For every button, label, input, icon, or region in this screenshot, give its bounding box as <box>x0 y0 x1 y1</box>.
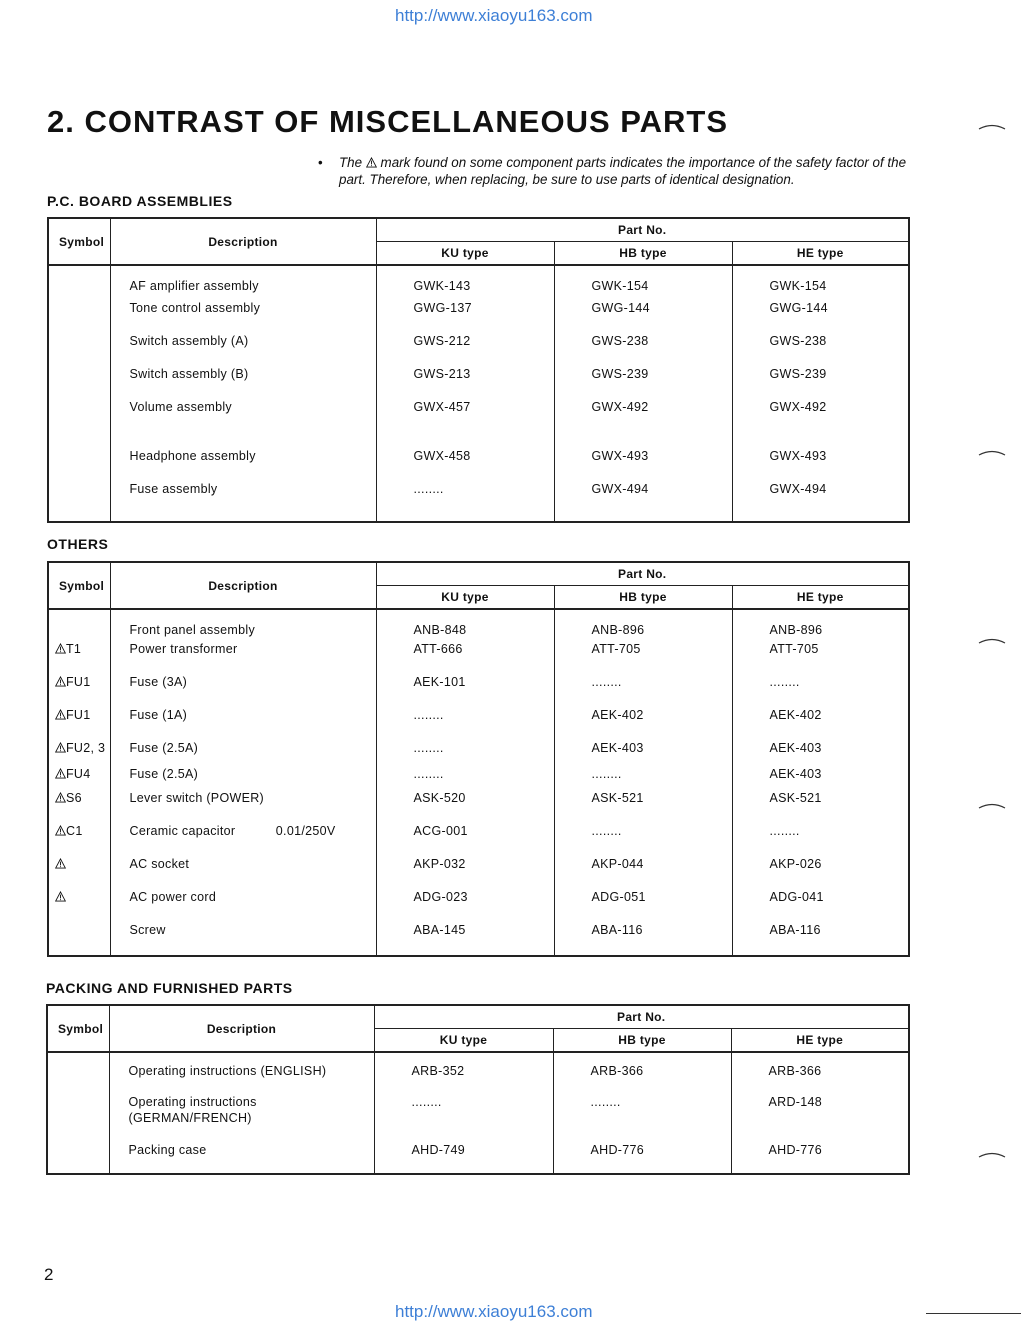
part-number: ASK-520 <box>376 791 554 824</box>
header-he: HE type <box>732 242 909 266</box>
header-hb: HB type <box>554 586 732 610</box>
symbol-cell <box>48 675 110 708</box>
safety-triangle-icon <box>55 742 66 753</box>
part-number: AHD-776 <box>553 1142 731 1174</box>
table-row <box>48 609 909 642</box>
part-number: GWG-144 <box>769 301 828 315</box>
table-row <box>48 449 909 482</box>
description-text: AC socket <box>129 857 190 871</box>
table-row <box>47 1142 909 1174</box>
page-number: 2 <box>44 1265 54 1284</box>
description-text: Front panel assembly <box>129 623 256 637</box>
safety-triangle-icon <box>55 709 66 720</box>
part-number: GWS-213 <box>376 367 554 400</box>
safety-triangle-icon <box>366 157 377 168</box>
description-cell: AF amplifier assembly <box>110 265 376 301</box>
description-cell <box>110 642 376 675</box>
description-cell: Fuse assembly <box>110 482 376 522</box>
description-text: Lever switch (POWER) <box>129 791 264 805</box>
symbol-cell <box>48 449 110 482</box>
safety-triangle-icon <box>55 792 66 803</box>
part-number: AHD-776 <box>768 1143 823 1157</box>
part-number: GWX-492 <box>769 400 827 414</box>
symbol-cell <box>47 1052 109 1094</box>
symbol-code: C1 <box>66 824 83 838</box>
table-row <box>48 890 909 923</box>
safety-triangle-icon <box>55 676 66 687</box>
part-number: AEK-403 <box>554 741 732 767</box>
part-number: ........ <box>554 767 732 791</box>
description-cell <box>110 767 376 791</box>
header-ku: KU type <box>376 242 554 266</box>
symbol-cell <box>48 890 110 923</box>
header-hb: HB type <box>554 242 732 266</box>
description-text: Operating instructions (ENGLISH) <box>128 1064 327 1078</box>
part-number: GWS-238 <box>554 334 732 367</box>
description-cell <box>110 741 376 767</box>
header-ku: KU type <box>374 1029 553 1053</box>
part-number: AKP-044 <box>554 857 732 890</box>
table-row <box>48 400 909 449</box>
part-number: GWX-494 <box>769 482 827 496</box>
part-number: GWX-492 <box>554 400 732 449</box>
safety-triangle-icon <box>55 825 66 836</box>
table-row <box>48 791 909 824</box>
part-number: AKP-032 <box>376 857 554 890</box>
table-row <box>48 767 909 791</box>
table-row <box>48 675 909 708</box>
spec-text: 0.01/250V <box>275 824 336 838</box>
description-cell <box>109 1094 374 1142</box>
symbol-cell <box>47 1094 109 1142</box>
symbol-cell <box>47 1142 109 1174</box>
part-number: ........ <box>376 741 554 767</box>
part-number: AEK-403 <box>769 741 822 755</box>
table-row <box>48 923 909 956</box>
table-row <box>48 367 909 400</box>
symbol-cell <box>48 741 110 767</box>
part-number: ATT-705 <box>554 642 732 675</box>
others-table <box>47 561 910 957</box>
description-text: Fuse (3A) <box>129 675 188 689</box>
symbol-code: T1 <box>66 642 82 656</box>
part-number: ADG-041 <box>769 890 824 904</box>
symbol-cell <box>48 334 110 367</box>
part-number: ANB-896 <box>769 623 823 637</box>
table-row <box>47 1094 909 1142</box>
part-number: GWX-493 <box>554 449 732 482</box>
part-number: ATT-666 <box>376 642 554 675</box>
header-part-no: Part No. <box>376 562 909 586</box>
part-number: ........ <box>769 824 800 838</box>
section-pcb-title: P.C. BOARD ASSEMBLIES <box>47 193 233 209</box>
part-number: ASK-521 <box>554 791 732 824</box>
symbol-cell <box>48 265 110 301</box>
part-number: GWS-238 <box>769 334 827 348</box>
description-text: Fuse (2.5A) <box>129 741 199 755</box>
description-cell <box>110 609 376 642</box>
part-number: GWX-457 <box>376 400 554 449</box>
table-row <box>48 857 909 890</box>
pcb-table <box>47 217 910 523</box>
note-text-after: mark found on some component parts indicates the importance of the safety factor of the part. Therefore, when replacing, be sure to use parts of identical designation. <box>339 155 907 187</box>
safety-triangle-icon <box>55 643 66 654</box>
symbol-code: FU4 <box>66 767 91 781</box>
description-text: Operating instructions <box>128 1095 257 1109</box>
table-row <box>48 265 909 301</box>
description-cell <box>110 857 376 890</box>
symbol-cell <box>48 642 110 675</box>
header-ku: KU type <box>376 586 554 610</box>
bottom-rule <box>926 1313 1021 1314</box>
table-row <box>48 482 909 522</box>
description-cell <box>110 923 376 956</box>
part-number: ANB-896 <box>554 609 732 642</box>
part-number: ARB-366 <box>768 1064 822 1078</box>
table-row <box>48 334 909 367</box>
description-cell <box>110 708 376 741</box>
header-symbol: Symbol <box>48 218 110 265</box>
part-number: AEK-402 <box>554 708 732 741</box>
part-number: AKP-026 <box>769 857 822 871</box>
symbol-code: FU1 <box>66 708 91 722</box>
description-cell <box>110 890 376 923</box>
margin-mark <box>977 1150 1007 1160</box>
part-number: ABA-145 <box>376 923 554 956</box>
part-number: GWK-154 <box>769 279 827 293</box>
header-url[interactable]: http://www.xiaoyu163.com <box>395 6 593 25</box>
description-text-line2: (GERMAN/FRENCH) <box>128 1111 252 1125</box>
header-description: Description <box>110 562 376 609</box>
symbol-cell <box>48 367 110 400</box>
note-bullet: • <box>318 155 323 170</box>
section-packing-title: PACKING AND FURNISHED PARTS <box>46 980 293 996</box>
description-cell: Volume assembly <box>110 400 376 449</box>
part-number: ........ <box>769 675 800 689</box>
part-number: GWG-144 <box>554 301 732 334</box>
symbol-cell <box>48 824 110 857</box>
symbol-cell <box>48 923 110 956</box>
symbol-code: S6 <box>66 791 82 805</box>
part-number: ATT-705 <box>769 642 819 656</box>
description-cell <box>109 1052 374 1094</box>
part-number: ........ <box>554 824 732 857</box>
header-part-no: Part No. <box>376 218 909 242</box>
part-number: ........ <box>376 708 554 741</box>
symbol-cell <box>48 791 110 824</box>
symbol-cell <box>48 767 110 791</box>
description-cell <box>110 791 376 824</box>
margin-mark <box>977 801 1007 811</box>
description-cell: Headphone assembly <box>110 449 376 482</box>
margin-mark <box>977 122 1007 132</box>
packing-table <box>46 1004 910 1175</box>
part-number: GWS-239 <box>554 367 732 400</box>
description-cell <box>110 675 376 708</box>
part-number: ARB-366 <box>553 1052 731 1094</box>
part-number: ADG-023 <box>376 890 554 923</box>
part-number: GWS-239 <box>769 367 827 381</box>
part-number: ABA-116 <box>769 923 821 937</box>
part-number: ........ <box>374 1094 553 1142</box>
part-number: ........ <box>376 767 554 791</box>
header-part-no: Part No. <box>374 1005 909 1029</box>
description-text: Power transformer <box>129 642 238 656</box>
safety-triangle-icon <box>55 891 66 902</box>
part-number: ........ <box>553 1094 731 1142</box>
part-number: GWX-494 <box>554 482 732 522</box>
description-cell <box>110 824 376 857</box>
table-row <box>48 301 909 334</box>
symbol-code: FU2, 3 <box>66 741 106 755</box>
part-number: GWX-458 <box>376 449 554 482</box>
header-he: HE type <box>732 586 909 610</box>
part-number: ASK-521 <box>769 791 822 805</box>
part-number: ABA-116 <box>554 923 732 956</box>
description-text: Fuse (1A) <box>129 708 188 722</box>
part-number: ........ <box>376 482 554 522</box>
margin-mark <box>977 636 1007 646</box>
description-text: Screw <box>129 923 166 937</box>
description-text: Packing case <box>128 1143 207 1157</box>
description-text: AC power cord <box>129 890 217 904</box>
description-cell: Switch assembly (B) <box>110 367 376 400</box>
symbol-cell <box>48 301 110 334</box>
part-number: ........ <box>554 675 732 708</box>
note-text-before: The <box>339 155 363 170</box>
part-number: AEK-402 <box>769 708 822 722</box>
description-text: Ceramic capacitor <box>129 824 236 838</box>
table-row <box>48 824 909 857</box>
part-number: GWX-493 <box>769 449 827 463</box>
header-description: Description <box>109 1005 374 1052</box>
description-text: Fuse (2.5A) <box>129 767 199 781</box>
header-he: HE type <box>731 1029 909 1053</box>
part-number: AEK-101 <box>376 675 554 708</box>
symbol-code: FU1 <box>66 675 91 689</box>
table-row <box>47 1052 909 1094</box>
part-number: ARB-352 <box>374 1052 553 1094</box>
description-cell: Tone control assembly <box>110 301 376 334</box>
footer-url[interactable]: http://www.xiaoyu163.com <box>395 1302 593 1321</box>
part-number: ARD-148 <box>768 1095 823 1109</box>
part-number: ACG-001 <box>376 824 554 857</box>
part-number: GWK-154 <box>554 265 732 301</box>
safety-note <box>318 154 908 188</box>
section-others-title: OTHERS <box>47 536 109 552</box>
table-row <box>48 708 909 741</box>
page-title: 2. CONTRAST OF MISCELLANEOUS PARTS <box>47 104 729 139</box>
table-row <box>48 642 909 675</box>
symbol-cell <box>48 609 110 642</box>
part-number: AEK-403 <box>769 767 822 781</box>
part-number: GWS-212 <box>376 334 554 367</box>
table-row <box>48 741 909 767</box>
header-hb: HB type <box>553 1029 731 1053</box>
symbol-cell <box>48 708 110 741</box>
description-cell: Switch assembly (A) <box>110 334 376 367</box>
part-number: ANB-848 <box>376 609 554 642</box>
header-description: Description <box>110 218 376 265</box>
symbol-cell <box>48 482 110 522</box>
safety-triangle-icon <box>55 768 66 779</box>
part-number: GWG-137 <box>376 301 554 334</box>
header-symbol: Symbol <box>47 1005 109 1052</box>
part-number: AHD-749 <box>374 1142 553 1174</box>
symbol-cell <box>48 857 110 890</box>
symbol-cell <box>48 400 110 449</box>
safety-triangle-icon <box>55 858 66 869</box>
margin-mark <box>977 448 1007 458</box>
description-cell <box>109 1142 374 1174</box>
header-symbol: Symbol <box>48 562 110 609</box>
part-number: ADG-051 <box>554 890 732 923</box>
part-number: GWK-143 <box>376 265 554 301</box>
